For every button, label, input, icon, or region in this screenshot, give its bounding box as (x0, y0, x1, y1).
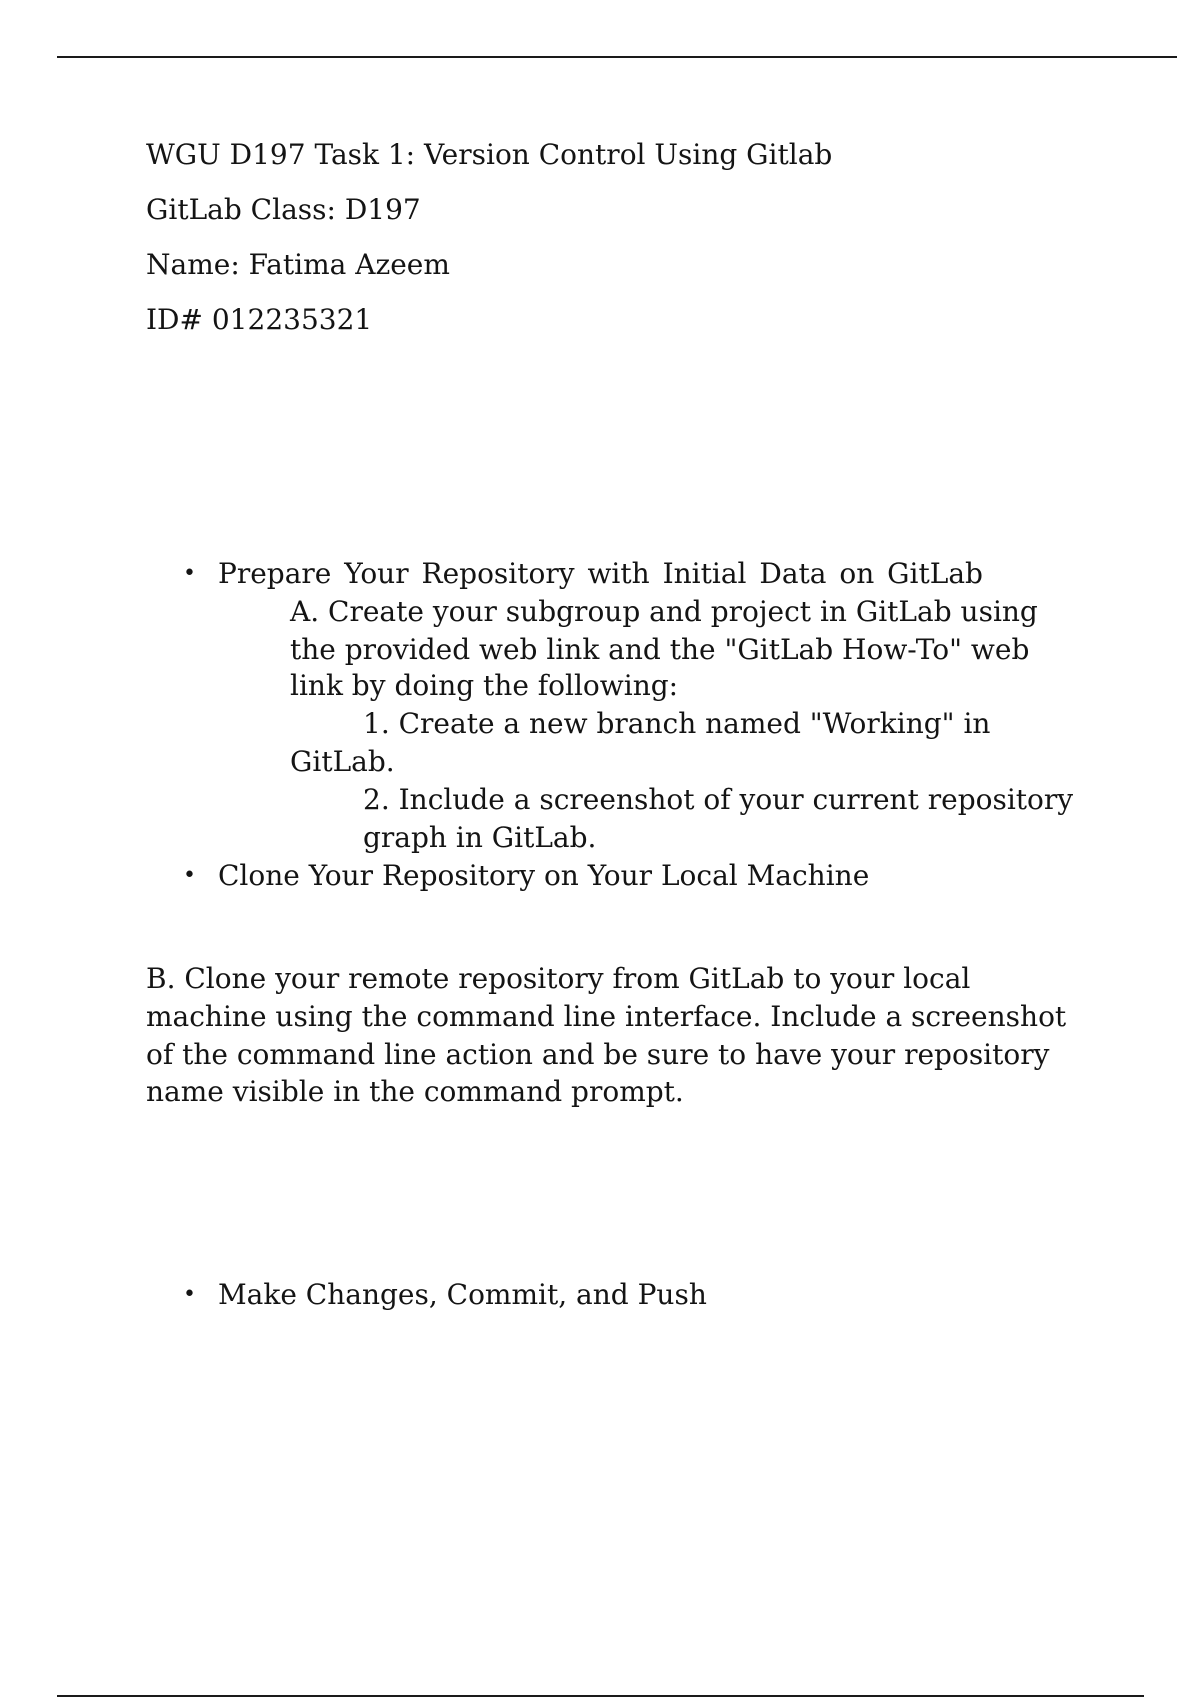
bottom-rule (57, 1695, 1144, 1697)
bullet-marker: • (183, 561, 196, 586)
step-2-line-2: graph in GitLab. (363, 821, 597, 854)
item-a-line-1: A. Create your subgroup and project in GitLab using (290, 595, 1038, 628)
name-line: Name: Fatima Azeem (146, 248, 450, 281)
top-rule (57, 56, 1177, 58)
class-line: GitLab Class: D197 (146, 193, 421, 226)
item-b-line-3: of the command line action and be sure to have your repository (146, 1038, 1050, 1071)
document-title: WGU D197 Task 1: Version Control Using Gitlab (146, 138, 833, 171)
section-heading-make-changes: Make Changes, Commit, and Push (218, 1278, 707, 1311)
bullet-marker: • (183, 863, 196, 888)
item-a-line-2: the provided web link and the "GitLab How-To" web (290, 633, 1030, 666)
item-a-line-3: link by doing the following: (290, 669, 679, 702)
id-line: ID# 012235321 (146, 303, 373, 336)
item-b-line-4: name visible in the command prompt. (146, 1075, 684, 1108)
step-2-line-1: 2. Include a screenshot of your current repository (363, 783, 1074, 816)
section-heading-clone: Clone Your Repository on Your Local Machine (218, 859, 870, 892)
step-1-line-2: GitLab. (290, 745, 395, 778)
step-1-line-1: 1. Create a new branch named "Working" in (363, 707, 991, 740)
bullet-marker: • (183, 1282, 196, 1307)
item-b-line-2: machine using the command line interface. Include a screenshot (146, 1000, 1067, 1033)
section-heading-prepare: Prepare Your Repository with Initial Data on GitLab (218, 557, 983, 590)
item-b-line-1: B. Clone your remote repository from GitLab to your local (146, 962, 971, 995)
